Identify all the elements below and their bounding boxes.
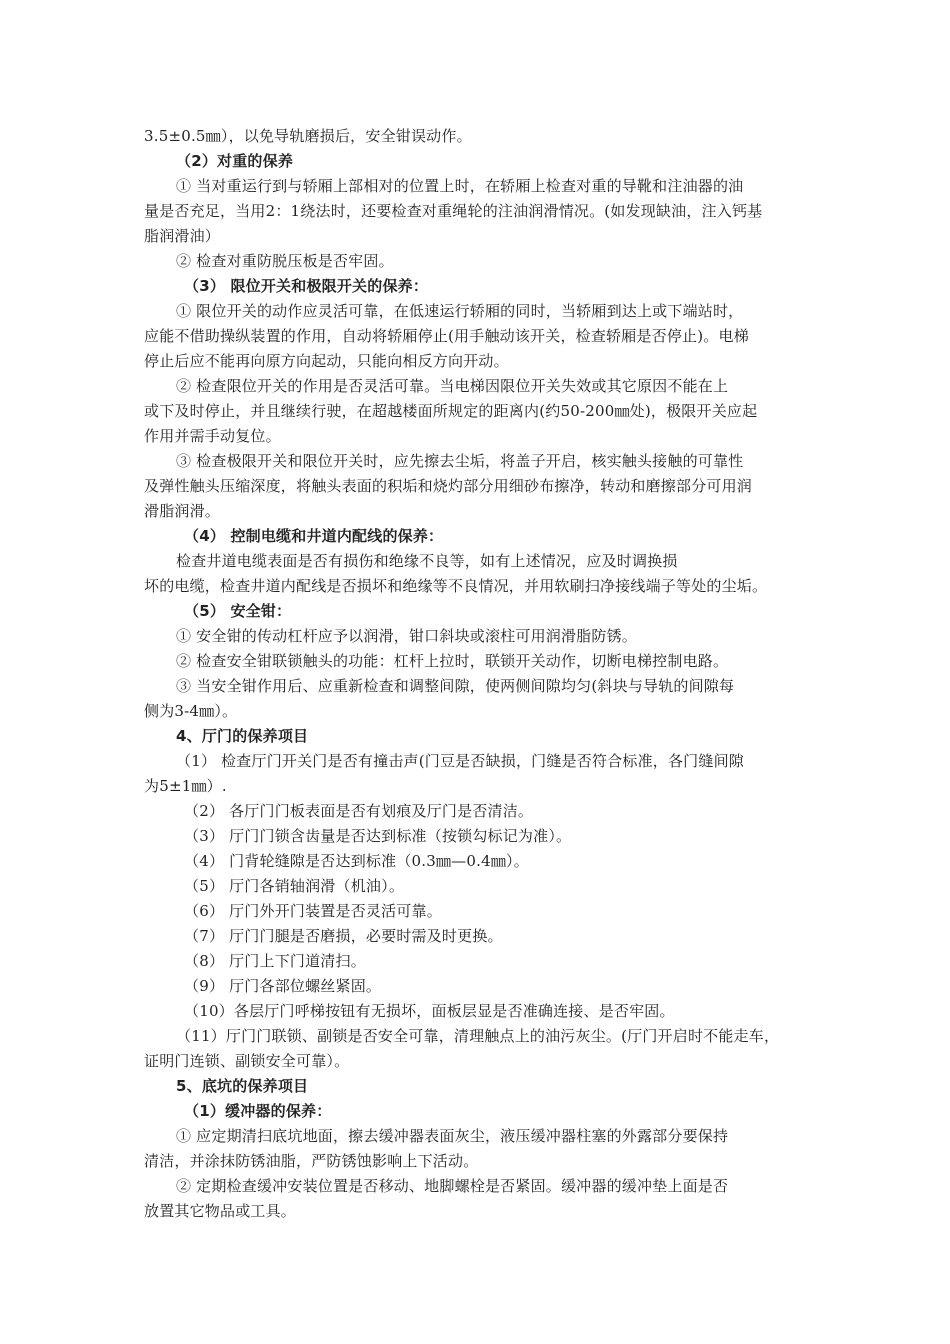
paragraph-line: 及弹性触头压缩深度，将触头表面的积垢和烧灼部分用细砂布擦净，转动和磨擦部分可用润 bbox=[144, 477, 753, 495]
section-heading: 4、厅门的保养项目 bbox=[176, 727, 309, 745]
paragraph-line: 量是否充足，当用2：1绕法时，还要检查对重绳轮的注油润滑情况。(如发现缺油，注入钙基 bbox=[144, 202, 763, 220]
paragraph-line: ② 检查安全钳联锁触头的功能：杠杆上拉时，联锁开关动作，切断电梯控制电路。 bbox=[176, 652, 729, 670]
section-heading: （4） 控制电缆和井道内配线的保养： bbox=[184, 527, 444, 545]
paragraph-line: 3.5±0.5㎜），以免导轨磨损后，安全钳误动作。 bbox=[144, 127, 472, 145]
paragraph-line: ② 检查对重防脱压板是否牢固。 bbox=[176, 252, 394, 270]
section-heading: （3） 限位开关和极限开关的保养： bbox=[184, 277, 429, 295]
paragraph-line: ② 定期检查缓冲安装位置是否移动、地脚螺栓是否紧固。缓冲器的缓冲垫上面是否 bbox=[176, 1177, 729, 1195]
paragraph-line: 放置其它物品或工具。 bbox=[144, 1202, 297, 1220]
paragraph-line: ① 应定期清扫底坑地面，擦去缓冲器表面灰尘，液压缓冲器柱塞的外露部分要保持 bbox=[176, 1127, 729, 1145]
list-item: （10）各层厅门呼梯按钮有无损坏，面板层显是否准确连接、是否牢固。 bbox=[184, 1002, 675, 1020]
paragraph-line: ① 限位开关的动作应灵活可靠，在低速运行轿厢的同时，当轿厢到达上或下端站时， bbox=[176, 302, 744, 320]
section-heading: （5） 安全钳： bbox=[184, 602, 292, 620]
paragraph-line: 脂润滑油） bbox=[144, 227, 221, 245]
paragraph-line: 滑脂润滑。 bbox=[144, 502, 221, 520]
paragraph-line: 清洁，并涂抹防锈油脂，严防锈蚀影响上下活动。 bbox=[144, 1152, 479, 1170]
paragraph-line: 作用并需手动复位。 bbox=[144, 427, 281, 445]
list-item: （6） 厅门外开门装置是否灵活可靠。 bbox=[184, 902, 442, 920]
section-heading: （1）缓冲器的保养： bbox=[184, 1102, 332, 1120]
list-item: （5） 厅门各销轴润滑（机油）。 bbox=[184, 877, 405, 895]
paragraph-line: 或下及时停止，并且继续行驶，在超越楼面所规定的距离内(约50-200㎜处)，极限开关应起 bbox=[144, 402, 758, 420]
paragraph-line: 停止后应不能再向原方向起动，只能向相反方向开动。 bbox=[144, 352, 509, 370]
paragraph-line: 侧为3-4㎜）。 bbox=[144, 702, 238, 720]
paragraph-line: ③ 当安全钳作用后、应重新检查和调整间隙，使两侧间隙均匀(斜块与导轨的间隙每 bbox=[176, 677, 735, 695]
section-heading: 5、底坑的保养项目 bbox=[176, 1077, 309, 1095]
list-item: （8） 厅门上下门道清扫。 bbox=[184, 952, 366, 970]
paragraph-line: （1） 检查厅门开关门是否有撞击声(门豆是否缺损，门缝是否符合标准，各门缝间隙 bbox=[176, 752, 744, 770]
paragraph-line: ① 当对重运行到与轿厢上部相对的位置上时，在轿厢上检查对重的导靴和注油器的油 bbox=[176, 177, 744, 195]
list-item: （7） 厅门门腿是否磨损，必要时需及时更换。 bbox=[184, 927, 503, 945]
list-item: （2） 各厅门门板表面是否有划痕及厅门是否清洁。 bbox=[184, 802, 534, 820]
paragraph-line: ② 检查限位开关的作用是否灵活可靠。当电梯因限位开关失效或其它原因不能在上 bbox=[176, 377, 729, 395]
list-item: （3） 厅门门锁含齿量是否达到标准（按锁勾标记为准）。 bbox=[184, 827, 572, 845]
section-heading: （2）对重的保养 bbox=[176, 152, 294, 170]
list-item: （9） 厅门各部位螺丝紧固。 bbox=[184, 977, 382, 995]
list-item: （11）厅门门联锁、副锁是否安全可靠，清理触点上的油污灰尘。(厅门开启时不能走车， bbox=[176, 1027, 780, 1045]
paragraph-line: 检查井道电缆表面是否有损伤和绝缘不良等，如有上述情况，应及时调换损 bbox=[176, 552, 678, 570]
paragraph-line: ① 安全钳的传动杠杆应予以润滑，钳口斜块或滚柱可用润滑脂防锈。 bbox=[176, 627, 637, 645]
paragraph-line: 为5±1㎜）. bbox=[144, 777, 227, 795]
list-item: （4） 门背轮缝隙是否达到标准（0.3㎜—0.4㎜）。 bbox=[184, 852, 529, 870]
paragraph-line: 应能不借助操纵装置的作用，自动将轿厢停止(用手触动该开关，检查轿厢是否停止)。电梯 bbox=[144, 327, 749, 345]
paragraph-line: 坏的电缆，检查井道内配线是否损坏和绝缘等不良情况，并用软刷扫净接线端子等处的尘垢。 bbox=[144, 577, 768, 595]
paragraph-line: 证明门连锁、副锁安全可靠）。 bbox=[144, 1052, 350, 1070]
paragraph-line: ③ 检查极限开关和限位开关时，应先擦去尘垢，将盖子开启，核实触头接触的可靠性 bbox=[176, 452, 744, 470]
